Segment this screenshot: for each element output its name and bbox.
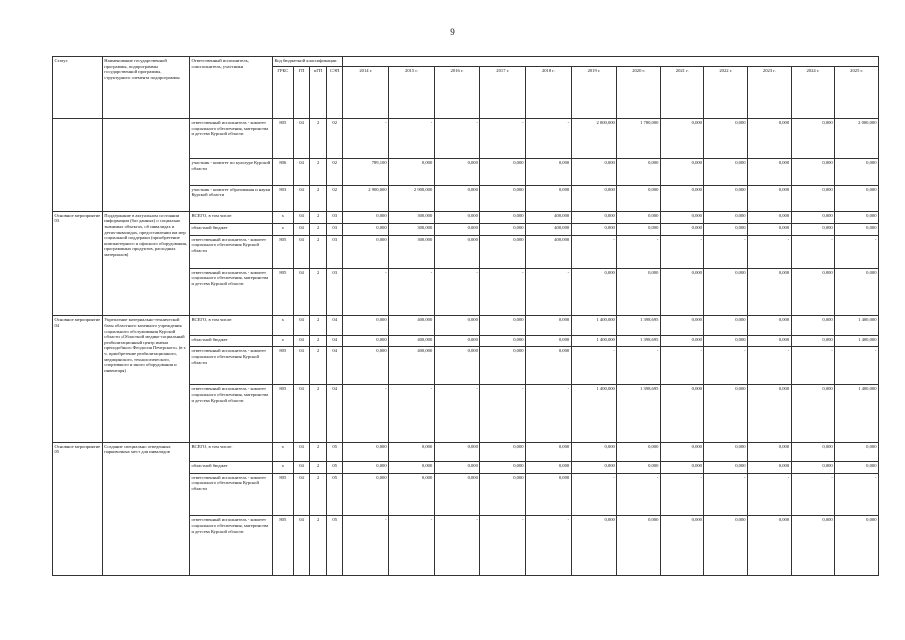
header-code-col: ГП bbox=[293, 67, 310, 119]
cell-amount: - bbox=[343, 268, 389, 316]
cell-amount: - bbox=[791, 235, 835, 268]
cell-amount: - bbox=[660, 473, 704, 516]
cell-amount: 0,000 bbox=[791, 211, 835, 223]
cell-amount: 1 400,000 bbox=[571, 335, 617, 347]
cell-amount: 0,000 bbox=[571, 268, 617, 316]
cell-amount: 0,000 bbox=[526, 347, 572, 385]
cell-amount: - bbox=[791, 347, 835, 385]
cell-executor: ответственный исполнитель - комитет социального обеспечения, материнства и детства Курской области bbox=[189, 268, 272, 316]
cell-amount: 0,000 bbox=[791, 223, 835, 235]
cell-code: 805 bbox=[272, 385, 293, 442]
cell-code: 05 bbox=[326, 516, 343, 576]
table-row bbox=[53, 316, 879, 335]
cell-code: 2 bbox=[310, 211, 327, 223]
cell-amount: 2 000,000 bbox=[571, 119, 617, 159]
header-years-span bbox=[343, 57, 879, 67]
cell-code: 805 bbox=[272, 516, 293, 576]
header-code-col: ГРБС bbox=[272, 67, 293, 119]
cell-amount: 0,000 bbox=[480, 473, 526, 516]
cell-amount: 0,000 bbox=[526, 473, 572, 516]
cell-amount: 0,000 bbox=[748, 211, 792, 223]
cell-amount: 0,000 bbox=[480, 159, 526, 185]
cell-executor: ответственный исполнитель - комитет социального обеспечения, материнства и детства Курской области bbox=[189, 385, 272, 442]
cell-amount: 0,000 bbox=[704, 461, 748, 473]
cell-code: 04 bbox=[293, 185, 310, 211]
cell-amount: 400,000 bbox=[526, 223, 572, 235]
cell-amount: 0,000 bbox=[748, 223, 792, 235]
cell-code: 2 bbox=[310, 235, 327, 268]
cell-amount: 0,000 bbox=[526, 316, 572, 335]
cell-amount: - bbox=[434, 119, 480, 159]
cell-amount: 0,000 bbox=[480, 185, 526, 211]
cell-amount: 0,000 bbox=[704, 185, 748, 211]
cell-amount: - bbox=[617, 235, 661, 268]
cell-amount: 0,000 bbox=[835, 211, 879, 223]
cell-amount: 1 398,695 bbox=[617, 316, 661, 335]
cell-amount: 0,000 bbox=[660, 385, 704, 442]
cell-amount: 400,000 bbox=[526, 211, 572, 223]
cell-executor: областной бюджет bbox=[189, 335, 272, 347]
cell-amount: 0,000 bbox=[835, 442, 879, 461]
cell-amount: 0,000 bbox=[704, 119, 748, 159]
cell-amount: - bbox=[480, 268, 526, 316]
cell-amount: 0,000 bbox=[526, 442, 572, 461]
header-status: Статус bbox=[53, 57, 103, 119]
cell-status: Основное мероприятие 03 bbox=[53, 211, 103, 316]
cell-amount: 1 398,695 bbox=[617, 385, 661, 442]
cell-code: 02 bbox=[326, 185, 343, 211]
cell-amount: 0,000 bbox=[480, 461, 526, 473]
header-year: 2020 г. bbox=[617, 67, 661, 119]
header-year: 2017 г. bbox=[480, 67, 526, 119]
cell-amount: - bbox=[480, 119, 526, 159]
table-header bbox=[53, 57, 879, 119]
header-year: 2019 г. bbox=[571, 67, 617, 119]
cell-code: 03 bbox=[326, 268, 343, 316]
cell-amount: 2 000,000 bbox=[835, 119, 879, 159]
cell-code: 05 bbox=[326, 442, 343, 461]
cell-amount: 0,000 bbox=[526, 185, 572, 211]
cell-amount: 0,000 bbox=[704, 159, 748, 185]
cell-amount: 0,000 bbox=[343, 211, 389, 223]
cell-amount: 0,000 bbox=[748, 316, 792, 335]
cell-amount: - bbox=[791, 473, 835, 516]
cell-amount: 0,000 bbox=[835, 516, 879, 576]
cell-code: 2 bbox=[310, 119, 327, 159]
cell-amount: - bbox=[748, 235, 792, 268]
page-number: 9 bbox=[450, 27, 455, 37]
cell-amount: 0,000 bbox=[748, 268, 792, 316]
cell-code: 04 bbox=[293, 223, 310, 235]
cell-amount: 789,100 bbox=[343, 159, 389, 185]
cell-amount: 0,000 bbox=[343, 473, 389, 516]
cell-amount: 0,000 bbox=[748, 119, 792, 159]
cell-amount: - bbox=[480, 516, 526, 576]
cell-amount: 0,000 bbox=[791, 335, 835, 347]
cell-code: 2 bbox=[310, 442, 327, 461]
cell-amount: 0,000 bbox=[791, 385, 835, 442]
cell-code: 2 bbox=[310, 385, 327, 442]
cell-amount: 0,000 bbox=[660, 442, 704, 461]
cell-amount: 0,000 bbox=[434, 235, 480, 268]
cell-amount: - bbox=[343, 385, 389, 442]
cell-amount: 0,000 bbox=[748, 335, 792, 347]
header-year: 2022 г. bbox=[704, 67, 748, 119]
cell-amount: 0,000 bbox=[660, 159, 704, 185]
cell-amount: 0,000 bbox=[571, 185, 617, 211]
cell-amount: 2 900,000 bbox=[389, 185, 435, 211]
cell-code: 03 bbox=[326, 211, 343, 223]
cell-code: 04 bbox=[293, 385, 310, 442]
cell-amount: 0,000 bbox=[571, 159, 617, 185]
cell-amount: - bbox=[526, 516, 572, 576]
cell-amount: 0,000 bbox=[617, 185, 661, 211]
cell-amount: 0,000 bbox=[704, 516, 748, 576]
cell-amount: - bbox=[835, 235, 879, 268]
cell-amount: 0,000 bbox=[434, 442, 480, 461]
header-year: 2025 г. bbox=[835, 67, 879, 119]
cell-amount: 0,000 bbox=[571, 211, 617, 223]
cell-code: x bbox=[272, 461, 293, 473]
cell-amount: - bbox=[835, 347, 879, 385]
cell-amount: 0,000 bbox=[480, 316, 526, 335]
cell-amount: 1 398,695 bbox=[617, 335, 661, 347]
cell-code: 04 bbox=[293, 442, 310, 461]
cell-amount: - bbox=[704, 473, 748, 516]
cell-amount: 1 400,000 bbox=[835, 385, 879, 442]
cell-amount: - bbox=[434, 385, 480, 442]
cell-code: 04 bbox=[293, 461, 310, 473]
cell-amount: 0,000 bbox=[791, 461, 835, 473]
cell-executor: ВСЕГО, в том числе: bbox=[189, 442, 272, 461]
cell-amount: - bbox=[571, 347, 617, 385]
cell-amount: 0,000 bbox=[791, 516, 835, 576]
cell-amount: 0,000 bbox=[434, 185, 480, 211]
cell-status: Основное мероприятие 05 bbox=[53, 442, 103, 575]
cell-code: 805 bbox=[272, 235, 293, 268]
budget-table bbox=[52, 56, 879, 576]
cell-amount: 0,000 bbox=[526, 335, 572, 347]
header-executor: Ответственный исполнитель, соисполнитель, участники bbox=[189, 57, 272, 119]
cell-code: x bbox=[272, 211, 293, 223]
cell-code: 04 bbox=[293, 335, 310, 347]
cell-executor: областной бюджет bbox=[189, 461, 272, 473]
cell-amount: 0,000 bbox=[389, 159, 435, 185]
cell-amount: 0,000 bbox=[617, 442, 661, 461]
cell-code: 04 bbox=[293, 159, 310, 185]
cell-amount: 0,000 bbox=[835, 185, 879, 211]
cell-amount: 0,000 bbox=[791, 185, 835, 211]
cell-amount: 0,000 bbox=[389, 473, 435, 516]
cell-amount: 0,000 bbox=[660, 211, 704, 223]
cell-amount: 0,000 bbox=[660, 268, 704, 316]
cell-amount: - bbox=[389, 385, 435, 442]
cell-executor: ответственный исполнитель - комитет социального обеспечения, материнства и детства Курской области bbox=[189, 119, 272, 159]
cell-program-name bbox=[102, 119, 189, 212]
cell-amount: - bbox=[434, 268, 480, 316]
cell-code: 2 bbox=[310, 335, 327, 347]
cell-amount: - bbox=[660, 347, 704, 385]
cell-executor: ответственный исполнитель - комитет социального обеспечения, материнства и детства Курской области bbox=[189, 516, 272, 576]
cell-amount: - bbox=[571, 235, 617, 268]
cell-amount: 1 400,000 bbox=[571, 316, 617, 335]
cell-amount: 0,000 bbox=[617, 516, 661, 576]
cell-code: x bbox=[272, 335, 293, 347]
cell-amount: 0,000 bbox=[389, 442, 435, 461]
header-code-col: пГП bbox=[310, 67, 327, 119]
header-year: 2023 г. bbox=[748, 67, 792, 119]
cell-amount: 0,000 bbox=[748, 385, 792, 442]
cell-amount: 0,000 bbox=[748, 159, 792, 185]
cell-amount: 0,000 bbox=[704, 335, 748, 347]
cell-amount: - bbox=[389, 516, 435, 576]
cell-amount: 0,000 bbox=[660, 316, 704, 335]
header-year: 2015 г. bbox=[389, 67, 435, 119]
cell-status bbox=[53, 119, 103, 212]
cell-amount: 0,000 bbox=[343, 461, 389, 473]
cell-code: x bbox=[272, 316, 293, 335]
cell-amount: 0,000 bbox=[617, 211, 661, 223]
cell-amount: 0,000 bbox=[660, 335, 704, 347]
cell-amount: - bbox=[835, 473, 879, 516]
cell-code: 803 bbox=[272, 185, 293, 211]
header-code: Код бюджетной классификации bbox=[272, 57, 343, 67]
cell-code: 2 bbox=[310, 268, 327, 316]
cell-amount: 0,000 bbox=[480, 211, 526, 223]
cell-code: 2 bbox=[310, 516, 327, 576]
cell-amount: 0,000 bbox=[660, 223, 704, 235]
cell-executor: участник - комитет образования и науки Курской области bbox=[189, 185, 272, 211]
cell-amount: 0,000 bbox=[571, 461, 617, 473]
cell-amount: 0,000 bbox=[434, 347, 480, 385]
cell-amount: 400,000 bbox=[389, 347, 435, 385]
cell-amount: 0,000 bbox=[434, 223, 480, 235]
cell-amount: 0,000 bbox=[660, 119, 704, 159]
cell-code: 04 bbox=[293, 516, 310, 576]
cell-code: 2 bbox=[310, 316, 327, 335]
table-row bbox=[53, 119, 879, 159]
cell-amount: 0,000 bbox=[617, 159, 661, 185]
cell-amount: 0,000 bbox=[704, 223, 748, 235]
cell-amount: - bbox=[526, 268, 572, 316]
cell-amount: 0,000 bbox=[835, 223, 879, 235]
cell-amount: 0,000 bbox=[748, 516, 792, 576]
cell-executor: ответственный исполнитель - комитет социального обеспечения Курской области bbox=[189, 347, 272, 385]
cell-amount: - bbox=[526, 385, 572, 442]
cell-code: 04 bbox=[293, 235, 310, 268]
cell-amount: 0,000 bbox=[660, 185, 704, 211]
cell-amount: - bbox=[389, 119, 435, 159]
table-body bbox=[53, 119, 879, 576]
header-year: 2024 г. bbox=[791, 67, 835, 119]
cell-amount: 300,000 bbox=[389, 211, 435, 223]
cell-code: 03 bbox=[326, 223, 343, 235]
cell-amount: 0,000 bbox=[571, 516, 617, 576]
cell-amount: 0,000 bbox=[571, 442, 617, 461]
cell-amount: 0,000 bbox=[617, 268, 661, 316]
cell-amount: 0,000 bbox=[835, 268, 879, 316]
cell-amount: 0,000 bbox=[343, 235, 389, 268]
cell-amount: 0,000 bbox=[791, 316, 835, 335]
cell-amount: - bbox=[343, 119, 389, 159]
table-row bbox=[53, 211, 879, 223]
cell-amount: 0,000 bbox=[434, 211, 480, 223]
cell-program-name: Создание специально отведенных парковочных мест для инвалидов bbox=[102, 442, 189, 575]
cell-amount: 1 780,000 bbox=[617, 119, 661, 159]
cell-amount: - bbox=[748, 347, 792, 385]
cell-amount: 0,000 bbox=[480, 347, 526, 385]
header-code-col: СЭП bbox=[326, 67, 343, 119]
cell-code: 2 bbox=[310, 461, 327, 473]
cell-amount: 300,000 bbox=[389, 235, 435, 268]
cell-code: 2 bbox=[310, 347, 327, 385]
cell-amount: 1 400,000 bbox=[835, 335, 879, 347]
cell-code: 02 bbox=[326, 119, 343, 159]
cell-code: x bbox=[272, 223, 293, 235]
cell-status: Основное мероприятие 04 bbox=[53, 316, 103, 442]
cell-amount: 0,000 bbox=[343, 316, 389, 335]
cell-amount: 0,000 bbox=[434, 159, 480, 185]
cell-amount: 0,000 bbox=[704, 442, 748, 461]
cell-amount: 0,000 bbox=[389, 461, 435, 473]
cell-amount: - bbox=[617, 347, 661, 385]
cell-amount: 0,000 bbox=[835, 461, 879, 473]
cell-code: 02 bbox=[326, 159, 343, 185]
cell-code: 04 bbox=[293, 316, 310, 335]
cell-code: 04 bbox=[293, 473, 310, 516]
cell-code: 805 bbox=[272, 119, 293, 159]
cell-code: 2 bbox=[310, 473, 327, 516]
cell-amount: 0,000 bbox=[660, 461, 704, 473]
header-name: Наименование государственной программы, подпрограммы государственной программы, структурного элемента подпрограммы bbox=[102, 57, 189, 119]
cell-executor: ответственный исполнитель - комитет социального обеспечения Курской области bbox=[189, 235, 272, 268]
cell-amount: 0,000 bbox=[617, 461, 661, 473]
cell-code: 04 bbox=[326, 335, 343, 347]
cell-code: 805 bbox=[272, 268, 293, 316]
header-year: 2021 г. bbox=[660, 67, 704, 119]
cell-amount: 0,000 bbox=[480, 223, 526, 235]
cell-amount: 0,000 bbox=[704, 268, 748, 316]
cell-amount: 0,000 bbox=[748, 185, 792, 211]
cell-code: x bbox=[272, 442, 293, 461]
cell-amount: 0,000 bbox=[660, 516, 704, 576]
cell-code: 2 bbox=[310, 223, 327, 235]
cell-amount: 0,000 bbox=[791, 119, 835, 159]
cell-amount: 0,000 bbox=[343, 335, 389, 347]
cell-program-name: Укрепление материально-технической базы областного казенного учреждения социального обслуживания Курской области «Областной медико-социальный реабилитационный центр имени преподобного Феодосия Печерского» (в т. ч. приобретение реабилитационного, медицинского, технологического, спортивного и иного оборудования и инвентаря) bbox=[102, 316, 189, 442]
cell-code: 04 bbox=[293, 119, 310, 159]
cell-code: 04 bbox=[293, 347, 310, 385]
cell-amount: 0,000 bbox=[791, 159, 835, 185]
cell-amount: 0,000 bbox=[480, 235, 526, 268]
cell-amount: 0,000 bbox=[748, 442, 792, 461]
cell-amount: 1 400,000 bbox=[571, 385, 617, 442]
cell-amount: - bbox=[571, 473, 617, 516]
cell-amount: 0,000 bbox=[791, 442, 835, 461]
cell-amount: - bbox=[704, 235, 748, 268]
cell-amount: 0,000 bbox=[343, 442, 389, 461]
cell-amount: 0,000 bbox=[704, 316, 748, 335]
cell-amount: 1 400,000 bbox=[835, 316, 879, 335]
cell-amount: 0,000 bbox=[791, 268, 835, 316]
cell-amount: - bbox=[704, 347, 748, 385]
cell-amount: 400,000 bbox=[389, 335, 435, 347]
cell-amount: - bbox=[389, 268, 435, 316]
cell-amount: 0,000 bbox=[434, 335, 480, 347]
cell-amount: - bbox=[526, 119, 572, 159]
cell-amount: 0,000 bbox=[526, 159, 572, 185]
cell-executor: ответственный исполнитель - комитет социального обеспечения Курской области bbox=[189, 473, 272, 516]
cell-code: 03 bbox=[326, 235, 343, 268]
cell-amount: 400,000 bbox=[526, 235, 572, 268]
cell-amount: 0,000 bbox=[434, 473, 480, 516]
cell-code: 04 bbox=[326, 347, 343, 385]
cell-executor: участник - комитет по культуре Курской области bbox=[189, 159, 272, 185]
cell-amount: 0,000 bbox=[480, 442, 526, 461]
cell-amount: 0,000 bbox=[343, 347, 389, 385]
cell-code: 805 bbox=[272, 347, 293, 385]
cell-amount: - bbox=[617, 473, 661, 516]
cell-code: 2 bbox=[310, 159, 327, 185]
cell-code: 806 bbox=[272, 159, 293, 185]
cell-amount: 0,000 bbox=[835, 159, 879, 185]
cell-executor: областной бюджет bbox=[189, 223, 272, 235]
cell-amount: 300,000 bbox=[389, 223, 435, 235]
cell-executor: ВСЕГО, в том числе: bbox=[189, 211, 272, 223]
cell-amount: 2 900,000 bbox=[343, 185, 389, 211]
cell-amount: 0,000 bbox=[571, 223, 617, 235]
cell-amount: 0,000 bbox=[343, 223, 389, 235]
cell-amount: - bbox=[480, 385, 526, 442]
header-year: 2018 г. bbox=[526, 67, 572, 119]
cell-code: 04 bbox=[293, 268, 310, 316]
cell-amount: 0,000 bbox=[748, 461, 792, 473]
cell-code: 05 bbox=[326, 461, 343, 473]
cell-amount: - bbox=[434, 516, 480, 576]
cell-amount: - bbox=[343, 516, 389, 576]
table-row bbox=[53, 442, 879, 461]
cell-amount: 0,000 bbox=[434, 461, 480, 473]
header-year: 2016 г. bbox=[434, 67, 480, 119]
cell-code: 04 bbox=[293, 211, 310, 223]
cell-code: 04 bbox=[326, 385, 343, 442]
header-year: 2014 г. bbox=[343, 67, 389, 119]
cell-code: 05 bbox=[326, 473, 343, 516]
cell-code: 805 bbox=[272, 473, 293, 516]
cell-code: 04 bbox=[326, 316, 343, 335]
cell-amount: 0,000 bbox=[480, 335, 526, 347]
cell-amount: 0,000 bbox=[434, 316, 480, 335]
cell-code: 2 bbox=[310, 185, 327, 211]
cell-amount: - bbox=[748, 473, 792, 516]
cell-amount: 0,000 bbox=[526, 461, 572, 473]
cell-amount: 0,000 bbox=[617, 223, 661, 235]
cell-amount: 0,000 bbox=[704, 211, 748, 223]
cell-amount: - bbox=[660, 235, 704, 268]
cell-program-name: Поддержание в актуальном состоянии информации (баз данных) о социально значимых объектах, об инвалидах и детях-инвалидах, предоставлении им мер социальной поддержки (приобретение компьютерного и офисного оборудования, программных продуктов, расходных материалов) bbox=[102, 211, 189, 316]
cell-amount: 400,000 bbox=[389, 316, 435, 335]
cell-amount: 0,000 bbox=[704, 385, 748, 442]
cell-executor: ВСЕГО, в том числе: bbox=[189, 316, 272, 335]
